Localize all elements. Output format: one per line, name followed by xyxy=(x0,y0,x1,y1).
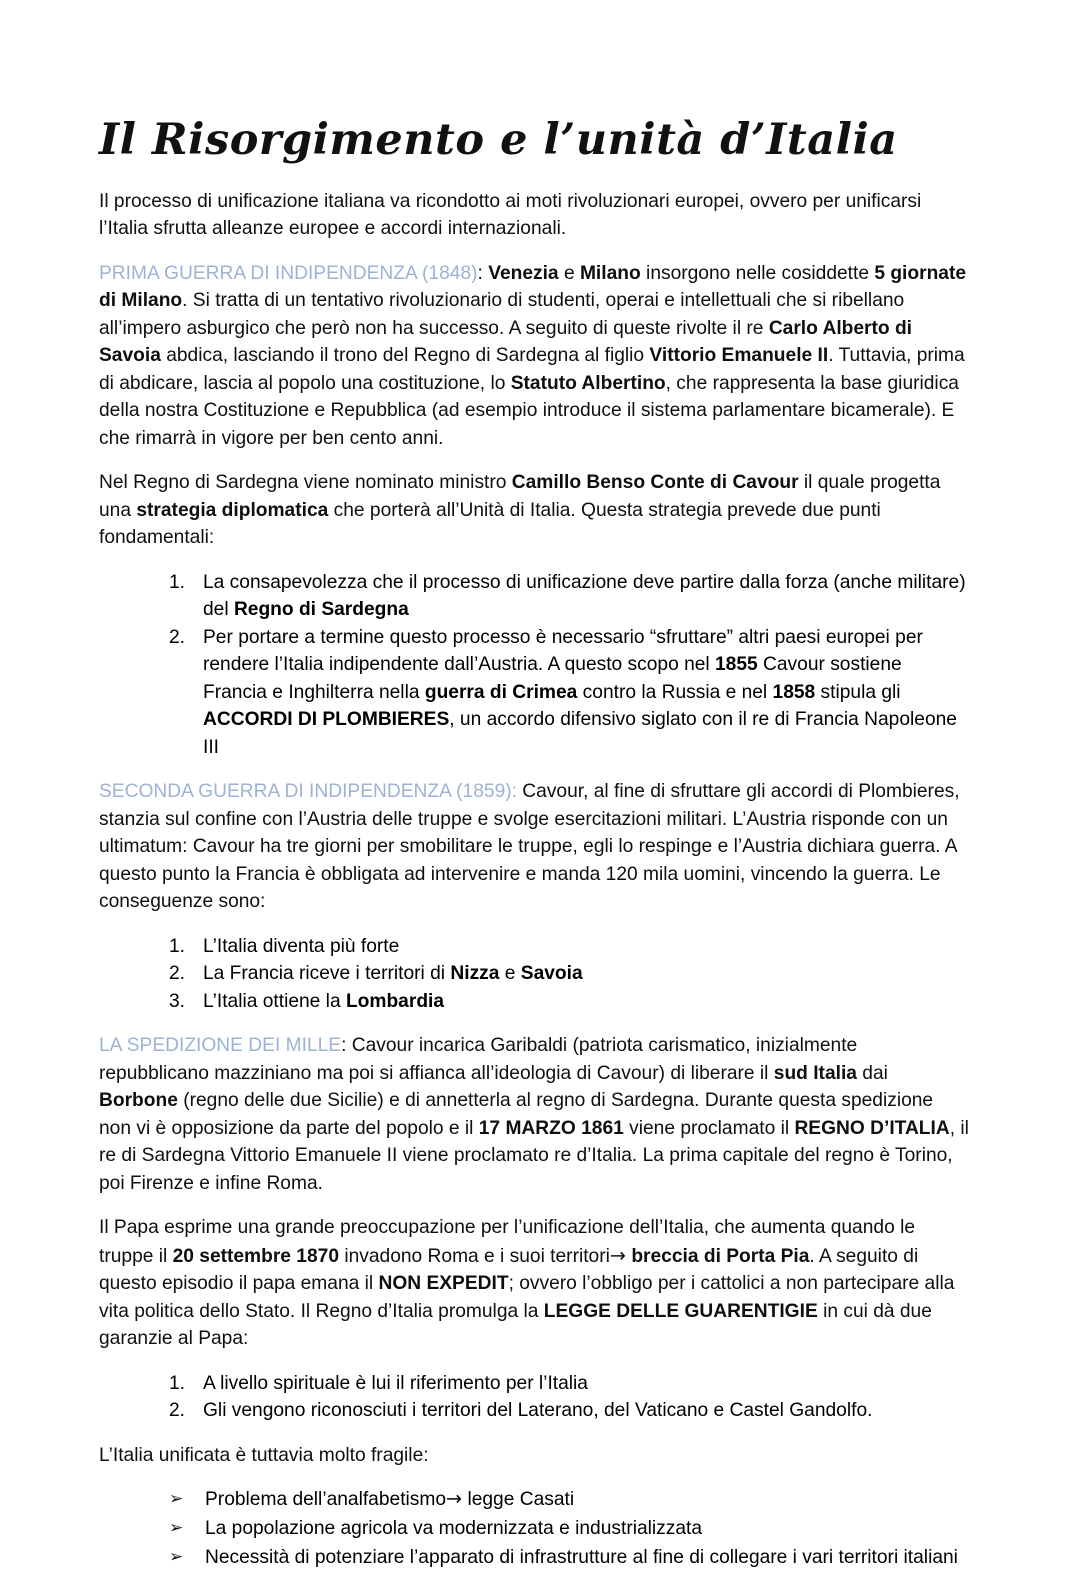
cavour-t1: Nel Regno di Sardegna viene nominato ministro xyxy=(99,472,512,494)
list-item xyxy=(169,1543,970,1572)
prima-b1: Venezia xyxy=(488,262,559,284)
mille-t5: , il re di Sardegna Vittorio Emanuele II viene proclamato re d’Italia. La prima capitale del regno è Torino, poi Firenze e infine Roma. xyxy=(99,1117,969,1194)
right-arrow-icon: → xyxy=(609,1243,626,1267)
list-item xyxy=(169,933,970,961)
papa-b2: breccia di Porta Pia xyxy=(631,1245,810,1267)
list-item xyxy=(169,1514,970,1543)
list-item xyxy=(169,624,970,762)
papa-guarantees-list xyxy=(99,1370,970,1425)
prima-b3: 5 giornate di Milano xyxy=(99,262,967,312)
cons3-t1: L’Italia ottiene la xyxy=(203,990,346,1012)
prima-b4: Carlo Alberto di Savoia xyxy=(99,317,913,367)
point2-b2: guerra di Crimea xyxy=(424,681,578,703)
prima-b6: Statuto Albertino xyxy=(510,372,666,394)
point2-t3: contro la Russia e nel xyxy=(577,681,773,703)
section-papa xyxy=(99,1214,970,1353)
mille-b1: sud Italia xyxy=(773,1062,857,1084)
mille-t4: viene proclamato il xyxy=(623,1117,795,1139)
section-heading-mille: LA SPEDIZIONE DEI MILLE xyxy=(99,1035,342,1057)
section-heading-seconda: SECONDA GUERRA DI INDIPENDENZA (1859): xyxy=(99,781,517,803)
point2-t5: , un accordo difensivo siglato con il re di Francia Napoleone III xyxy=(203,709,957,758)
frag1-post: legge Casati xyxy=(462,1489,575,1511)
cons2-t1: La Francia riceve i territori di xyxy=(203,963,451,985)
seconda-consequences-list xyxy=(99,933,970,1016)
cavour-b2: strategia diplomatica xyxy=(136,499,329,521)
fragile-points-list xyxy=(99,1485,970,1572)
intro-paragraph xyxy=(99,188,970,243)
cons3-b1: Lombardia xyxy=(345,990,445,1012)
prima-colon: : xyxy=(477,262,483,284)
prima-t2: e xyxy=(558,262,580,284)
papa-b4: LEGGE DELLE GUARENTIGIE xyxy=(543,1300,818,1322)
section-seconda-guerra xyxy=(99,778,970,916)
papa-t2: invadono Roma e i suoi territori xyxy=(339,1245,610,1267)
cavour-t2: il quale progetta una xyxy=(99,472,941,521)
papa-b1: 20 settembre 1870 xyxy=(172,1245,339,1267)
list-item: Gli vengono riconosciuti i territori del Laterano, del Vaticano e Castel Gandolfo. xyxy=(203,1400,873,1422)
mille-t2: dai xyxy=(856,1062,888,1084)
mille-t1: Cavour incarica Garibaldi (patriota carismatico, inizialmente repubblicano mazziniano ma poi si affianca all’ideologia di Cavour) di liberare il xyxy=(99,1035,858,1084)
point2-b4: ACCORDI DI PLOMBIERES xyxy=(203,709,450,731)
cons2-t2: e xyxy=(499,963,521,985)
cavour-t3: che porterà all’Unità di Italia. Questa strategia prevede due punti fondamentali: xyxy=(99,499,881,549)
mille-b3: 17 MARZO 1861 xyxy=(478,1117,624,1139)
list-item xyxy=(169,1485,970,1514)
cavour-points-list xyxy=(99,569,970,762)
list-item xyxy=(169,960,970,988)
section-spedizione-mille xyxy=(99,1032,970,1197)
frag1-pre: Problema dell’analfabetismo xyxy=(205,1489,447,1511)
papa-t4: . A seguito di questo episodio il papa emana il xyxy=(99,1245,919,1295)
prima-t7: , che rappresenta la base giuridica della nostra Costituzione e Repubblica (ad esempio introduce il sistema parlamentare bicamerale). E che rimarrà in vigore per ben cento anni. xyxy=(99,372,959,449)
section-fragile xyxy=(99,1442,970,1470)
cavour-b1: Camillo Benso Conte di Cavour xyxy=(511,472,799,494)
papa-t1: Il Papa esprime una grande preoccupazione per l’unificazione dell’Italia, che aumenta quando le truppe il xyxy=(99,1217,916,1267)
cons1-t1: L’Italia diventa più forte xyxy=(203,935,400,957)
mille-colon: : xyxy=(341,1035,347,1057)
seconda-text: Cavour, al fine di sfruttare gli accordi di Plombieres, stanzia sul confine con l’Austria delle truppe e svolge esercitazioni militari. L’Austria risponde con un ultimatum: Cavour ha tre giorni per smobilitare le truppe, egli lo respinge e l’Austria dichiara guerra. A questo punto la Francia è obbligata ad intervenire e manda 120 mila uomini, vincendo la guerra. Le conseguenze sono: xyxy=(99,781,960,913)
prima-t3: insorgono nelle cosiddette xyxy=(640,262,875,284)
point2-t2: Cavour sostiene Francia e Inghilterra nella xyxy=(203,654,902,703)
mille-b2: Borbone xyxy=(99,1090,178,1112)
point2-b1: 1855 xyxy=(715,654,758,676)
papa-t5: ; ovvero l’obbligo per i cattolici a non partecipare alla vita politica dello Stato. Il Regno d’Italia promulga la xyxy=(99,1273,955,1322)
point2-t1: Per portare a termine questo processo è necessario “sfruttare” altri paesi europei per rendere l’Italia indipendente dall’Austria. A questo scopo nel xyxy=(203,626,923,676)
intro-text: Il processo di unificazione italiana va ricondotto ai moti rivoluzionari europei, ovvero per unificarsi l’Italia sfrutta alleanze europee e accordi internazionali. xyxy=(99,190,922,240)
fragile-text: L’Italia unificata è tuttavia molto fragile: xyxy=(99,1444,429,1466)
point2-b3: 1858 xyxy=(772,681,816,703)
prima-b5: Vittorio Emanuele II xyxy=(649,345,829,367)
list-item: A livello spirituale è lui il riferimento per l’Italia xyxy=(203,1372,588,1394)
point2-t4: stipula gli xyxy=(815,681,901,703)
frag2-pre: La popolazione agricola va modernizzata e industrializzata xyxy=(205,1518,703,1540)
list-item xyxy=(169,569,970,624)
point1-b1: Regno di Sardegna xyxy=(233,599,409,621)
point1-t1: La consapevolezza che il processo di unificazione deve partire dalla forza (anche militare) del xyxy=(203,571,966,621)
mille-b4: REGNO D’ITALIA xyxy=(794,1117,950,1139)
section-cavour xyxy=(99,469,970,552)
frag3-pre: Necessità di potenziare l’apparato di infrastrutture al fine di collegare i vari territori italiani xyxy=(205,1547,958,1569)
prima-t5: abdica, lasciando il trono del Regno di Sardegna al figlio xyxy=(160,345,650,367)
mille-t3: (regno delle due Sicilie) e di annetterla al regno di Sardegna. Durante questa spedizione non vi è opposizione da parte del popolo e il xyxy=(99,1090,934,1139)
right-arrow-icon: → xyxy=(446,1487,463,1511)
papa-b3: NON EXPEDIT xyxy=(378,1273,509,1295)
prima-b2: Milano xyxy=(579,262,641,284)
prima-t6: . Tuttavia, prima di abdicare, lascia al popolo una costituzione, lo xyxy=(99,345,965,394)
papa-t6: in cui dà due garanzie al Papa: xyxy=(99,1300,932,1350)
section-heading-prima: PRIMA GUERRA DI INDIPENDENZA (1848) xyxy=(99,262,478,284)
list-item xyxy=(169,988,970,1016)
cons2-b1: Nizza xyxy=(450,963,500,985)
prima-t4: . Si tratta di un tentativo rivoluzionario di studenti, operai e intellettuali che si ribellano all’impero asburgico che però non ha successo. A seguito di queste rivolte il re xyxy=(99,290,905,339)
cons2-b2: Savoia xyxy=(520,963,583,985)
page-title: Il Risorgimento e l’unità d’Italia xyxy=(99,115,898,165)
section-prima-guerra xyxy=(99,260,970,453)
